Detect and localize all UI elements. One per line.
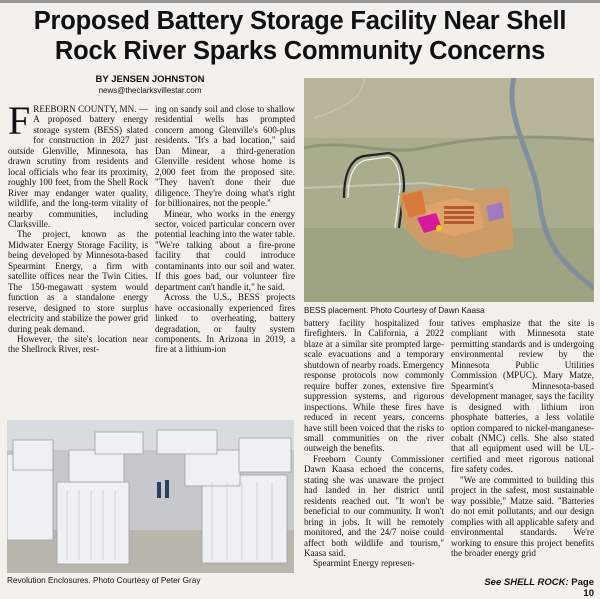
col4-paragraph-1: tatives emphasize that the site is compliant with Minnesota state permitting standards and is undergoing environmental review by the Minnesota Public Utilities Commission (MPUC). Mary Matze, Spearmint's Minnesota-based development manager, says the facility is designed with lithium iron phosphate batteries, a less volatile option compared to nickel-manganese-cobalt (NMC) cells. She also stated that all equipment used will be UL-certified and meet rigorous national fire safety codes. xyxy=(451,318,594,475)
headline: Proposed Battery Storage Facility Near Shell Rock River Sparks Community Concerns xyxy=(33,7,567,65)
revolution-enclosures-photo xyxy=(7,420,294,573)
byline: BY JENSEN JOHNSTON xyxy=(95,74,205,85)
article-column-2 xyxy=(155,104,295,355)
jump-page: Page 10 xyxy=(571,577,594,599)
enclosures-image xyxy=(7,420,294,573)
aerial-map-image xyxy=(304,78,594,302)
author-email[interactable]: news@theclarksvillestar.com xyxy=(98,86,202,95)
col1-paragraph-1: REEBORN COUNTY, MN. — A proposed battery energy storage system (BESS) slated for construction in 2027 just outside Glenville, Minnesota, has drawn scrutiny from residents and local officials who fear its proximity, roughly 100 feet, from the Shell Rock River may endanger water quality, wildlife, and the long-term vitality of nearby communities, including Clarksville. xyxy=(8,104,148,229)
col4-paragraph-2: "We are committed to building this project in the safest, most sustainable way possible," Matze said. "Batteries do not emit pollutants, and our design complies with all applicable safety and environmental standards. We're working to ensure this project benefits the broader energy grid xyxy=(451,474,594,558)
col2-paragraph-3: Across the U.S., BESS projects have occasionally experienced fires linked to overheating, battery degradation, or faulty system components. In Arizona in 2019, a fire at a lithium-ion xyxy=(155,292,295,355)
col1-paragraph-2: The project, known as the Midwater Energy Storage Facility, is being developed by Minnesota-based Spearmint Energy, a firm with satellite offices near the Twin Cities. The 150-megawatt system would function as a standalone energy reserve, designed to store surplus electricity and stabilize the power grid during peak demand. xyxy=(8,229,148,334)
article-column-3 xyxy=(304,318,444,569)
jump-line[interactable] xyxy=(472,577,594,599)
col2-paragraph-2: Minear, who works in the energy sector, voiced particular concern over potential leaching into the water table. "We're talking about a fire-prone facility that could introduce contaminants into our soil and water. If this goes bad, our volunteer fire department can't handle it," he said. xyxy=(155,208,295,292)
article-column-4 xyxy=(451,318,594,558)
col1-paragraph-3: However, the site's location near the Shellrock River, rest- xyxy=(8,333,148,355)
top-rule xyxy=(0,0,600,3)
bess-placement-photo xyxy=(304,78,594,302)
article-column-1 xyxy=(8,98,148,355)
map-caption: BESS placement. Photo Courtesy of Dawn Kaasa xyxy=(304,306,485,315)
col2-paragraph-1: ing on sandy soil and close to shallow residential wells has prompted concern among Glenville's 600-plus residents. "It's a bad location," said Dan Minear, a third-generation Glenville resident whose home is 2,000 feet from the proposed site. "They haven't done their due diligence. They're doing what's right for billionaires, not the people." xyxy=(155,104,295,209)
drop-cap: F xyxy=(8,98,31,143)
col3-paragraph-1: battery facility hospitalized four firefighters. In California, a 2022 blaze at a similar site prompted large-scale evacuations and a temporary shutdown of nearby roads. Emergency response protocols now commonly require buffer zones, extensive fire suppression systems, and rigorous inspections. While these fires have reduced in recent years, concerns have still been voiced that the risks to small communities on the river outweigh the benefits. xyxy=(304,318,444,454)
col3-paragraph-2: Freeborn County Commissioner Dawn Kaasa echoed the concerns, stating she was unaware the project had landed in her district until residents reached out. "It won't be beneficial to our community. It won't bring in jobs. It will be remotely monitored, and the 24/7 noise could affect both wildlife and tourism," Kaasa said. xyxy=(304,453,444,558)
col3-paragraph-3: Spearmint Energy represen- xyxy=(313,558,415,569)
jump-see: See SHELL ROCK: xyxy=(484,577,569,588)
enclosures-caption: Revolution Enclosures. Photo Courtesy of Peter Gray xyxy=(7,576,201,585)
